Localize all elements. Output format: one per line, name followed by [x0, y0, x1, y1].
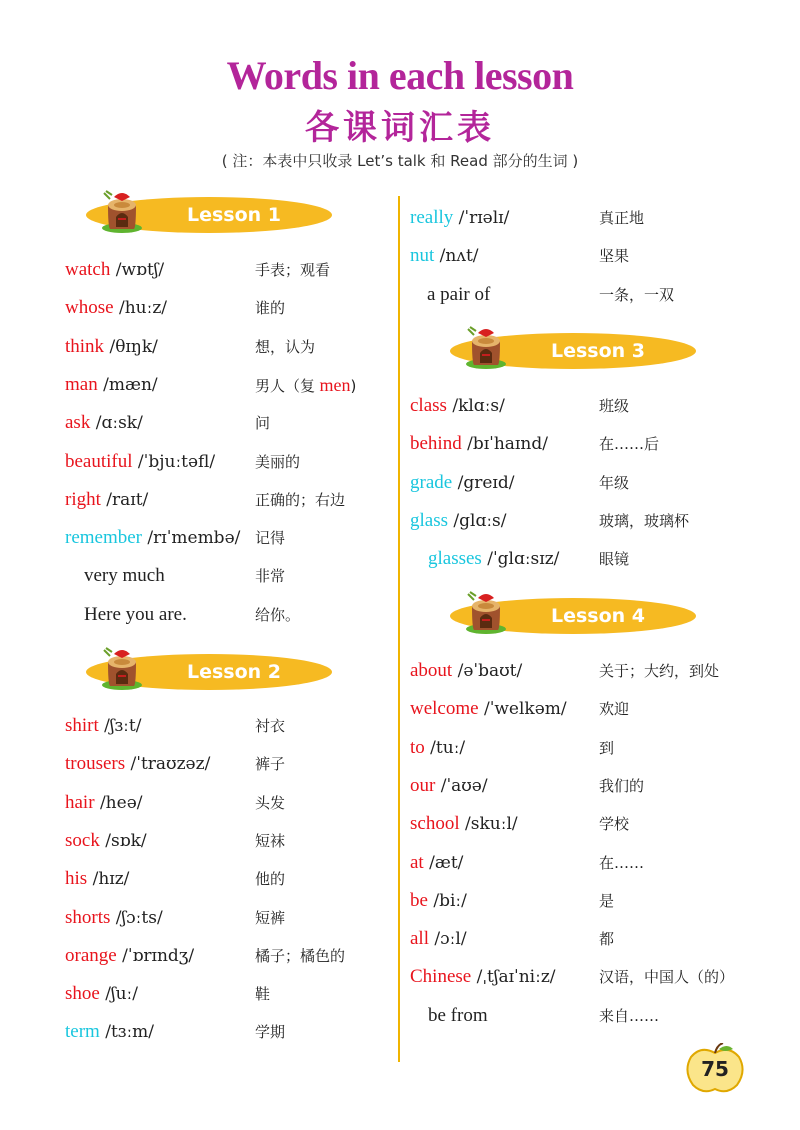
chinese-meaning: [255, 256, 330, 284]
word-entry: [65, 486, 148, 514]
chinese-meaning: [255, 294, 285, 322]
chinese-meaning: [599, 392, 629, 420]
chinese-meaning: [255, 942, 345, 970]
phrase-text: a pair of: [427, 283, 491, 305]
word-entry: [65, 865, 129, 893]
chinese-meaning: [255, 524, 285, 552]
phonetic-transcription: /huːz/: [113, 298, 168, 319]
word-entry: [65, 256, 164, 284]
headword: to: [410, 736, 425, 758]
phonetic-transcription: /bɪˈhaɪnd/: [461, 434, 548, 455]
headword: his: [65, 868, 88, 890]
phonetic-transcription: /əˈbaʊt/: [452, 661, 523, 681]
word-entry: [65, 980, 138, 1008]
meaning-text: 坚果: [599, 247, 630, 266]
headword: be: [410, 889, 428, 911]
phonetic-transcription: /glɑːs/: [448, 510, 507, 531]
headword: remember: [65, 527, 143, 549]
meaning-text: 手表；观看: [255, 261, 331, 279]
phonetic-transcription: /rɪˈmembə/: [142, 528, 241, 549]
meaning-text: 到: [599, 738, 615, 757]
chinese-meaning: [255, 904, 285, 932]
word-entry: [65, 712, 141, 740]
chinese-meaning: [599, 772, 644, 800]
meaning-text: 班级: [599, 397, 630, 415]
word-entry: [410, 469, 514, 497]
meaning-plural-form: men: [315, 374, 351, 395]
meaning-text: 非常: [255, 567, 286, 586]
headword: nut: [410, 245, 435, 267]
lesson-3-label: Lesson 3: [550, 340, 646, 362]
headword: about: [410, 660, 453, 681]
meaning-text: 给你。: [255, 605, 301, 624]
word-entry: [410, 963, 556, 991]
headword: beautiful: [65, 450, 133, 472]
headword: think: [65, 335, 105, 357]
word-entry: [428, 1002, 488, 1030]
headword: grade: [410, 471, 453, 493]
chinese-meaning: [599, 734, 614, 762]
headword: sock: [65, 829, 100, 851]
meaning-text: 我们的: [599, 776, 645, 795]
chinese-meaning: [599, 242, 629, 270]
word-entry: [427, 281, 490, 309]
meaning-text: 都: [599, 930, 615, 949]
word-entry: [84, 601, 187, 629]
word-entry: [410, 430, 548, 458]
phonetic-transcription: /tuː/: [424, 737, 466, 758]
headword: watch: [65, 259, 111, 280]
headword: Chinese: [410, 966, 472, 988]
headword: really: [410, 207, 454, 228]
meaning-text: 短裤: [255, 908, 286, 927]
phonetic-transcription: /hɪz/: [87, 869, 130, 890]
chinese-meaning: [599, 507, 689, 535]
chinese-meaning: [255, 865, 285, 893]
chinese-meaning: [599, 849, 644, 877]
phrase-text: very much: [84, 565, 165, 587]
headword: ask: [65, 412, 91, 434]
phonetic-transcription: /ˈaʊə/: [435, 775, 488, 796]
word-entry: [65, 1018, 154, 1046]
headword: term: [65, 1021, 100, 1043]
meaning-text: 鞋: [255, 985, 271, 1004]
meaning-text: 记得: [255, 529, 286, 548]
word-entry: [65, 333, 158, 361]
page-number-badge: [683, 1043, 747, 1095]
column-divider: [398, 196, 400, 1062]
chinese-meaning: [599, 887, 614, 915]
headword: man: [65, 373, 98, 395]
word-entry: [410, 887, 467, 915]
chinese-meaning: [255, 980, 270, 1008]
headword: behind: [410, 433, 462, 455]
headword: shirt: [65, 715, 99, 736]
meaning-text: 他的: [255, 870, 286, 889]
meaning-text: 橘子；橘色的: [255, 946, 346, 965]
word-entry: [410, 204, 509, 232]
headword: hair: [65, 791, 95, 813]
lesson-2-label: Lesson 2: [186, 661, 282, 683]
word-entry: [410, 392, 505, 420]
phonetic-transcription: /sɒk/: [99, 830, 147, 851]
meaning-text: 汉语，中国人（的）: [599, 968, 735, 987]
page-title-en: Words in each lesson: [226, 53, 574, 98]
meaning-text: 是: [599, 891, 615, 910]
phonetic-transcription: /tɜːm/: [99, 1022, 155, 1043]
headword: shorts: [65, 906, 111, 928]
word-entry: [410, 925, 467, 953]
phonetic-transcription: /ʃɜːt/: [98, 716, 142, 736]
phonetic-transcription: /ˈwelkəm/: [478, 699, 567, 720]
meaning-text: 问: [255, 414, 271, 433]
chinese-meaning: [255, 1018, 285, 1046]
page-number: 75: [701, 1057, 729, 1081]
word-entry: [410, 657, 522, 685]
word-entry: [65, 294, 167, 322]
phonetic-transcription: /nʌt/: [434, 246, 479, 267]
chinese-meaning: [599, 810, 629, 838]
chinese-meaning: [255, 409, 270, 437]
word-entry: [410, 772, 488, 800]
phonetic-transcription: /æt/: [423, 852, 464, 873]
headword: trousers: [65, 753, 126, 775]
meaning-text: 眼镜: [599, 550, 630, 569]
phonetic-transcription: /ˈtraʊzəz/: [125, 754, 211, 775]
page-title-zh: 各课词汇表: [305, 108, 495, 148]
headword: right: [65, 488, 101, 510]
phonetic-transcription: /greɪd/: [452, 472, 515, 493]
chinese-meaning: [599, 963, 734, 991]
chinese-meaning: [599, 1002, 659, 1030]
chinese-meaning: [255, 562, 285, 590]
headword: glass: [410, 509, 448, 531]
meaning-text: 来自……: [599, 1006, 660, 1025]
word-entry: [410, 695, 567, 723]
headword: school: [410, 813, 460, 835]
meaning-text: 裤子: [255, 755, 286, 774]
phonetic-transcription: /raɪt/: [100, 489, 149, 510]
word-entry: [410, 242, 479, 270]
phonetic-transcription: /mæn/: [97, 374, 158, 395]
chinese-meaning: [255, 827, 285, 855]
phonetic-transcription: /biː/: [427, 890, 467, 911]
meaning-text: 关于；大约，到处: [599, 662, 720, 680]
chinese-meaning: [599, 545, 629, 573]
word-entry: [65, 827, 147, 855]
headword: welcome: [410, 698, 479, 720]
meaning-text: 短袜: [255, 831, 286, 850]
word-entry: [410, 507, 507, 535]
chinese-meaning: [599, 925, 614, 953]
chinese-meaning: [255, 712, 285, 740]
word-entry: [65, 750, 210, 778]
word-entry: [428, 545, 559, 573]
chinese-meaning: [255, 789, 285, 817]
headword: class: [410, 395, 447, 416]
phonetic-transcription: /ˈbjuːtəfl/: [132, 451, 216, 472]
chinese-meaning: [255, 448, 300, 476]
meaning-text: 头发: [255, 793, 286, 812]
phonetic-transcription: /ˈrɪəlɪ/: [453, 208, 510, 228]
chinese-meaning: [255, 333, 315, 361]
page-note: ( 注：本表中只收录 Let’s talk 和 Read 部分的生词 ): [221, 152, 579, 170]
word-entry: [410, 849, 463, 877]
phonetic-transcription: /θɪŋk/: [104, 336, 158, 357]
chinese-meaning: [255, 486, 345, 514]
lesson-4-label: Lesson 4: [550, 605, 646, 627]
phonetic-transcription: /klɑːs/: [446, 396, 505, 416]
word-entry: [65, 448, 215, 476]
headword: all: [410, 928, 429, 950]
lesson-1-label: Lesson 1: [186, 204, 282, 226]
phonetic-transcription: /ˈglɑːsɪz/: [481, 549, 560, 570]
headword: at: [410, 851, 424, 873]
word-entry: [65, 904, 163, 932]
headword: glasses: [428, 548, 482, 570]
chinese-meaning: [255, 750, 285, 778]
headword: shoe: [65, 983, 100, 1005]
phrase-text: Here you are.: [84, 603, 187, 625]
meaning-text: 想，认为: [255, 337, 316, 356]
meaning-text: 年级: [599, 473, 630, 492]
word-entry: [65, 409, 143, 437]
meaning-text: 在……后: [599, 435, 660, 454]
phonetic-transcription: /wɒtʃ/: [110, 260, 165, 280]
meaning-text: 一条，一双: [599, 285, 675, 304]
meaning-tail: ): [350, 376, 357, 395]
phonetic-transcription: /heə/: [94, 792, 143, 813]
phonetic-transcription: /ʃuː/: [99, 984, 138, 1005]
phonetic-transcription: /ˌtʃaɪˈniːz/: [471, 967, 556, 988]
chinese-meaning: [255, 371, 356, 399]
chinese-meaning: [599, 430, 659, 458]
meaning-text: 谁的: [255, 299, 286, 318]
meaning-text: 欢迎: [599, 700, 630, 719]
meaning-text: 玻璃，玻璃杯: [599, 511, 690, 530]
meaning-text: 在……: [599, 853, 645, 872]
phrase-text: be from: [428, 1004, 488, 1026]
meaning-text: 男人（复: [255, 376, 316, 395]
phonetic-transcription: /ˈɒrɪndʒ/: [116, 945, 195, 966]
headword: our: [410, 774, 436, 796]
headword: whose: [65, 297, 114, 319]
word-entry: [410, 734, 465, 762]
phonetic-transcription: /ʃɔːts/: [110, 907, 163, 928]
chinese-meaning: [599, 281, 674, 309]
meaning-text: 正确的；右边: [255, 490, 346, 509]
chinese-meaning: [599, 657, 719, 685]
phonetic-transcription: /skuːl/: [459, 814, 518, 835]
meaning-text: 真正地: [599, 209, 645, 227]
meaning-text: 学校: [599, 815, 630, 834]
chinese-meaning: [599, 695, 629, 723]
word-entry: [65, 524, 240, 552]
chinese-meaning: [599, 469, 629, 497]
meaning-text: 美丽的: [255, 452, 301, 471]
meaning-text: 衬衣: [255, 717, 286, 735]
word-entry: [84, 562, 165, 590]
phonetic-transcription: /ɑːsk/: [90, 413, 143, 434]
chinese-meaning: [599, 204, 644, 232]
headword: orange: [65, 944, 117, 966]
chinese-meaning: [255, 601, 300, 629]
word-entry: [65, 789, 142, 817]
word-entry: [410, 810, 518, 838]
meaning-text: 学期: [255, 1023, 286, 1042]
word-entry: [65, 942, 194, 970]
word-entry: [65, 371, 158, 399]
phonetic-transcription: /ɔːl/: [429, 929, 467, 950]
